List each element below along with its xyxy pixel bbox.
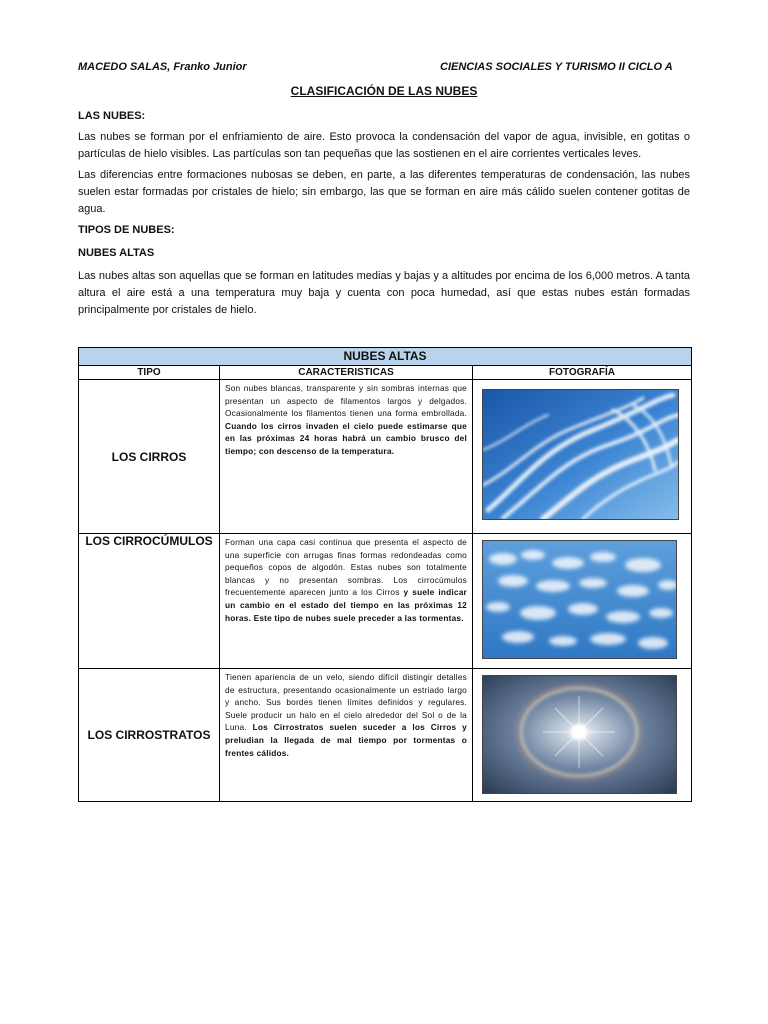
photo-cell <box>473 380 692 534</box>
photo-cell <box>473 534 692 669</box>
tipo-label: LOS CIRROSTRATOS <box>87 728 211 742</box>
clouds-table <box>78 347 692 802</box>
cirrostratos-photo <box>482 675 677 794</box>
page-title: CLASIFICACIÓN DE LAS NUBES <box>290 84 478 98</box>
paragraph-nubes-1: Las nubes se forman por el enfriamiento de aire. Esto provoca la condensación del vapor de agua, invisible, en gotitas o partículas de hielo visibles. Las partículas son tan pequeñas que las sostienen en el aire corrientes verticales leves. <box>78 131 690 160</box>
table-header-row <box>79 366 692 380</box>
tipo-cell <box>79 380 220 534</box>
photo-cell <box>473 669 692 802</box>
desc-text: Tienen apariencia de un velo, siendo difícil distingir detalles de estructura, presentando ocasionalmente un estriado largo y ancho. Sus bordes tienen límites definidos y regulares. Suele producir un halo en el cielo alrededor del Sol o de la Luna. <box>225 672 467 733</box>
tipo-cell <box>79 534 220 669</box>
tipo-label: LOS CIRROS <box>111 449 187 464</box>
desc-text: Son nubes blancas, transparente y sin sombras internas que presentan un aspecto de filamentos largos y delgados. Ocasionalmente los filamentos tienen una forma embrollada. <box>225 383 467 419</box>
desc-text: Forman una capa casi continua que presenta el aspecto de una superficie con arrugas finas formas redondeadas como pequeños copos de algodón. Estas nubes son totalmente blancas y no presentan sombras. Los cirrocúmulos frecuentemente aparecen junto a los Cirros <box>225 537 467 598</box>
desc-bold-text: y suele indicar un cambio en el estado del tiempo en las próximas 12 horas. Este tipo de nubes suele preceder a las tormentas. <box>225 587 467 623</box>
desc-cell <box>220 669 473 802</box>
section-subheading-altas: NUBES ALTAS <box>78 247 155 259</box>
desc-bold-text: Cuando los cirros invaden el cielo puede estimarse que en las próximas 24 horas habrá un cambio brusco del tiempo; con descenso de la temperatura. <box>225 420 467 456</box>
paragraph-nubes-2: Las diferencias entre formaciones nubosas se deben, en parte, a las diferentes temperaturas de condensación, las nubes suelen estar formadas por cristales de hielo; sin embargo, las que se forman en aire más cálido suelen contener gotitas de agua. <box>78 169 690 215</box>
table-row <box>79 380 692 534</box>
cirrocumulos-photo <box>482 540 677 659</box>
table-row <box>79 669 692 802</box>
table-row <box>79 534 692 669</box>
desc-cell <box>220 534 473 669</box>
tipo-label: LOS CIRROCÚMULOS <box>85 534 213 548</box>
header-author: MACEDO SALAS, Franko Junior <box>78 61 247 73</box>
table-band-title: NUBES ALTAS <box>79 348 692 366</box>
col-header-fotografia: FOTOGRAFÍA <box>473 366 692 380</box>
desc-cell <box>220 380 473 534</box>
desc-bold-text: Los Cirrostratos suelen suceder a los Cirros y preludian la llegada de mal tiempo por tormentas o frentes cálidos. <box>225 722 467 758</box>
section-heading-nubes: LAS NUBES: <box>78 110 146 122</box>
col-header-caracteristicas: CARACTERISTICAS <box>220 366 473 380</box>
paragraph-altas: Las nubes altas son aquellas que se forman en latitudes medias y bajas y a altitudes por encima de los 6,000 metros. A tanta altura el aire está a una temperatura muy baja y cuenta con poca humedad, así que estas nubes están formadas principalmente por cristales de hielo. <box>78 270 690 316</box>
cirros-photo <box>482 389 679 520</box>
section-heading-tipos: TIPOS DE NUBES: <box>78 224 175 236</box>
tipo-cell <box>79 669 220 802</box>
col-header-tipo: TIPO <box>79 366 220 380</box>
header-course: CIENCIAS SOCIALES Y TURISMO II CICLO A <box>440 61 673 73</box>
